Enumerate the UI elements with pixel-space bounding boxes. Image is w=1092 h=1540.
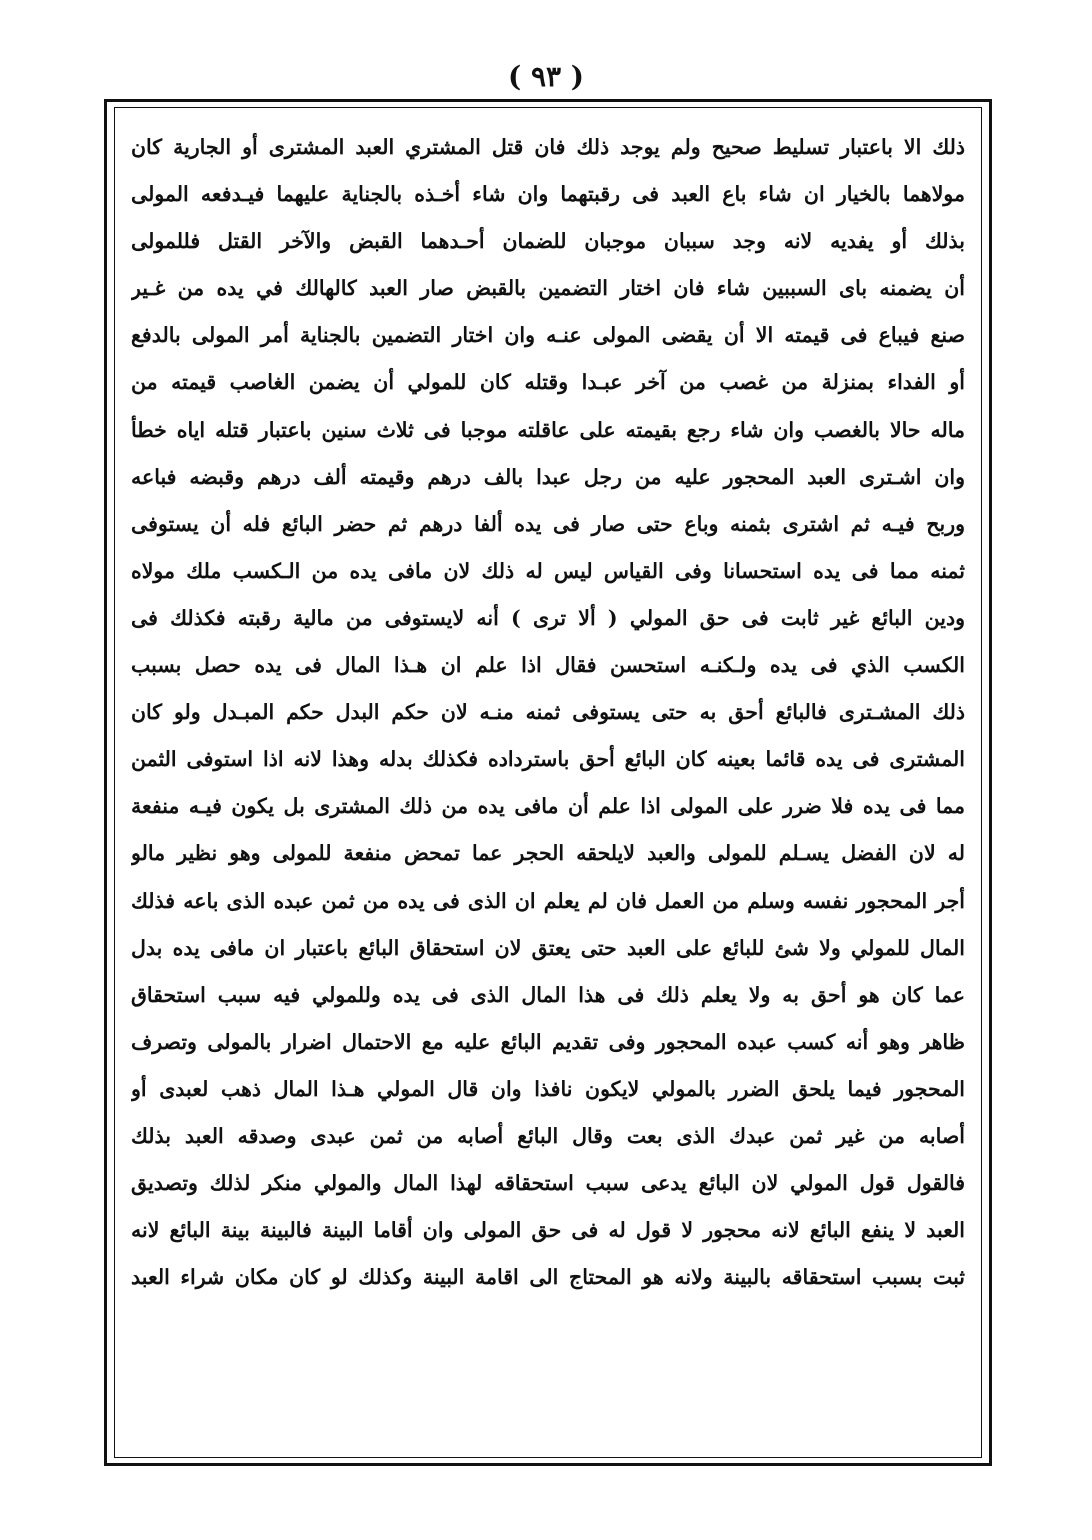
- text-line: عما كان هو أحق به ولا يعلم ذلك فى هذا المال الذى فى يده وللمولي فيه سبب استحقاق: [131, 982, 965, 1007]
- page-border-inner: [114, 107, 982, 1458]
- text-line: ظاهر وهو أنه كسب عبده المحجور وفى تقديم البائع عليه مع الاحتمال اضرار بالمولى وتصرف: [131, 1029, 965, 1054]
- text-line: وربح فيـه ثم اشترى بثمنه وباع حتى صار فى يده ألفا درهم ثم حضر البائع فله أن يستوفى: [131, 511, 965, 536]
- text-line: أجر المحجور نفسه وسلم من العمل فان لم يعلم ان الذى فى يده من ثمن عبده الذى باعه فذلك: [131, 888, 965, 913]
- text-line: له لان الفضل يسـلم للمولى والعبد لايلحقه الحجر عما تمحض منفعة للمولى وهو نظير مالو: [131, 841, 965, 866]
- text-line: العبد لا ينفع البائع لانه محجور لا قول له فى حق المولى وان أقاما البينة فالبينة بينة البائع لانه: [131, 1218, 965, 1243]
- text-line: فالقول قول المولي لان البائع يدعى سبب استحقاقه لهذا المال والمولي منكر لذلك وتصديق: [131, 1171, 965, 1196]
- text-line: أن يضمنه باى السببين شاء فان اختار التضمين بالقبض صار العبد كالهالك في يده من غـير: [131, 276, 965, 301]
- text-line: أو الفداء بمنزلة من غصب من آخر عبـدا وقتله كان للمولي أن يضمن الغاصب قيمته من: [131, 370, 965, 395]
- text-line: ثبت بسبب استحقاقه بالبينة ولانه هو المحتاج الى اقامة البينة وكذلك لو كان مكان شراء العبد: [131, 1265, 965, 1290]
- text-line: مما فى يده فلا ضرر على المولى اذا علم أن مافى يده من ذلك المشترى بل يكون فيـه منفعة: [131, 794, 965, 819]
- text-line: الكسب الذي فى يده ولـكنـه استحسن فقال اذا علم ان هـذا المال فى يده حصل بسبب: [131, 653, 965, 678]
- text-line: ذلك المشـترى فالبائع أحق به حتى يستوفى ثمنه منـه لان حكم البدل حكم المبـدل ولو كان: [131, 700, 965, 725]
- text-line: ودين البائع غير ثابت فى حق المولي ( ألا ترى ) أنه لايستوفى من مالية رقبته فكذلك فى: [131, 605, 965, 630]
- text-line: أصابه من غير ثمن عبدك الذى بعت وقال البائع أصابه من ثمن عبدى وصدقه العبد بذلك: [131, 1123, 965, 1148]
- text-line: المحجور فيما يلحق الضرر بالمولي لايكون نافذا وان قال المولي هـذا المال ذهب لعبدى أو: [131, 1076, 965, 1101]
- body-text: [131, 124, 965, 1301]
- text-line: ذلك الا باعتبار تسليط صحيح ولم يوجد ذلك فان قتل المشتري العبد المشترى أو الجارية كان: [131, 135, 965, 159]
- text-line: ماله حالا بالغصب وان شاء رجع بقيمته على عاقلته موجبا فى ثلاث سنين باعتبار قتله اياه خطأ: [131, 417, 965, 442]
- text-line: وان اشـترى العبد المحجور عليه من رجل عبدا بالف درهم وقيمته ألف درهم وقبضه فباعه: [131, 464, 965, 489]
- text-line: مولاهما بالخيار ان شاء باع العبد فى رقبتهما وان شاء أخـذه بالجناية عليهما فيـدفعه المولى: [131, 182, 965, 207]
- text-line: صنع فيباع فى قيمته الا أن يقضى المولى عنـه وان اختار التضمين بالجناية أمر المولى بالدفع: [131, 323, 965, 348]
- page-number: ( ٩٣ ): [507, 60, 585, 93]
- text-line: ثمنه مما فى يده استحسانا وفى القياس ليس له ذلك لان مافى يده من الـكسب ملك مولاه: [131, 558, 965, 583]
- text-line: المال للمولي ولا شئ للبائع على العبد حتى يعتق لان استحقاق البائع باعتبار ان مافى يده بدل: [131, 935, 965, 960]
- text-line: المشترى فى يده قائما بعينه كان البائع أحق باسترداده فكذلك بدله وهذا لانه اذا استوفى الثمن: [131, 747, 965, 772]
- text-line: بذلك أو يفديه لانه وجد سببان موجبان للضمان أحـدهما القبض والآخر القتل فللمولى: [131, 229, 965, 254]
